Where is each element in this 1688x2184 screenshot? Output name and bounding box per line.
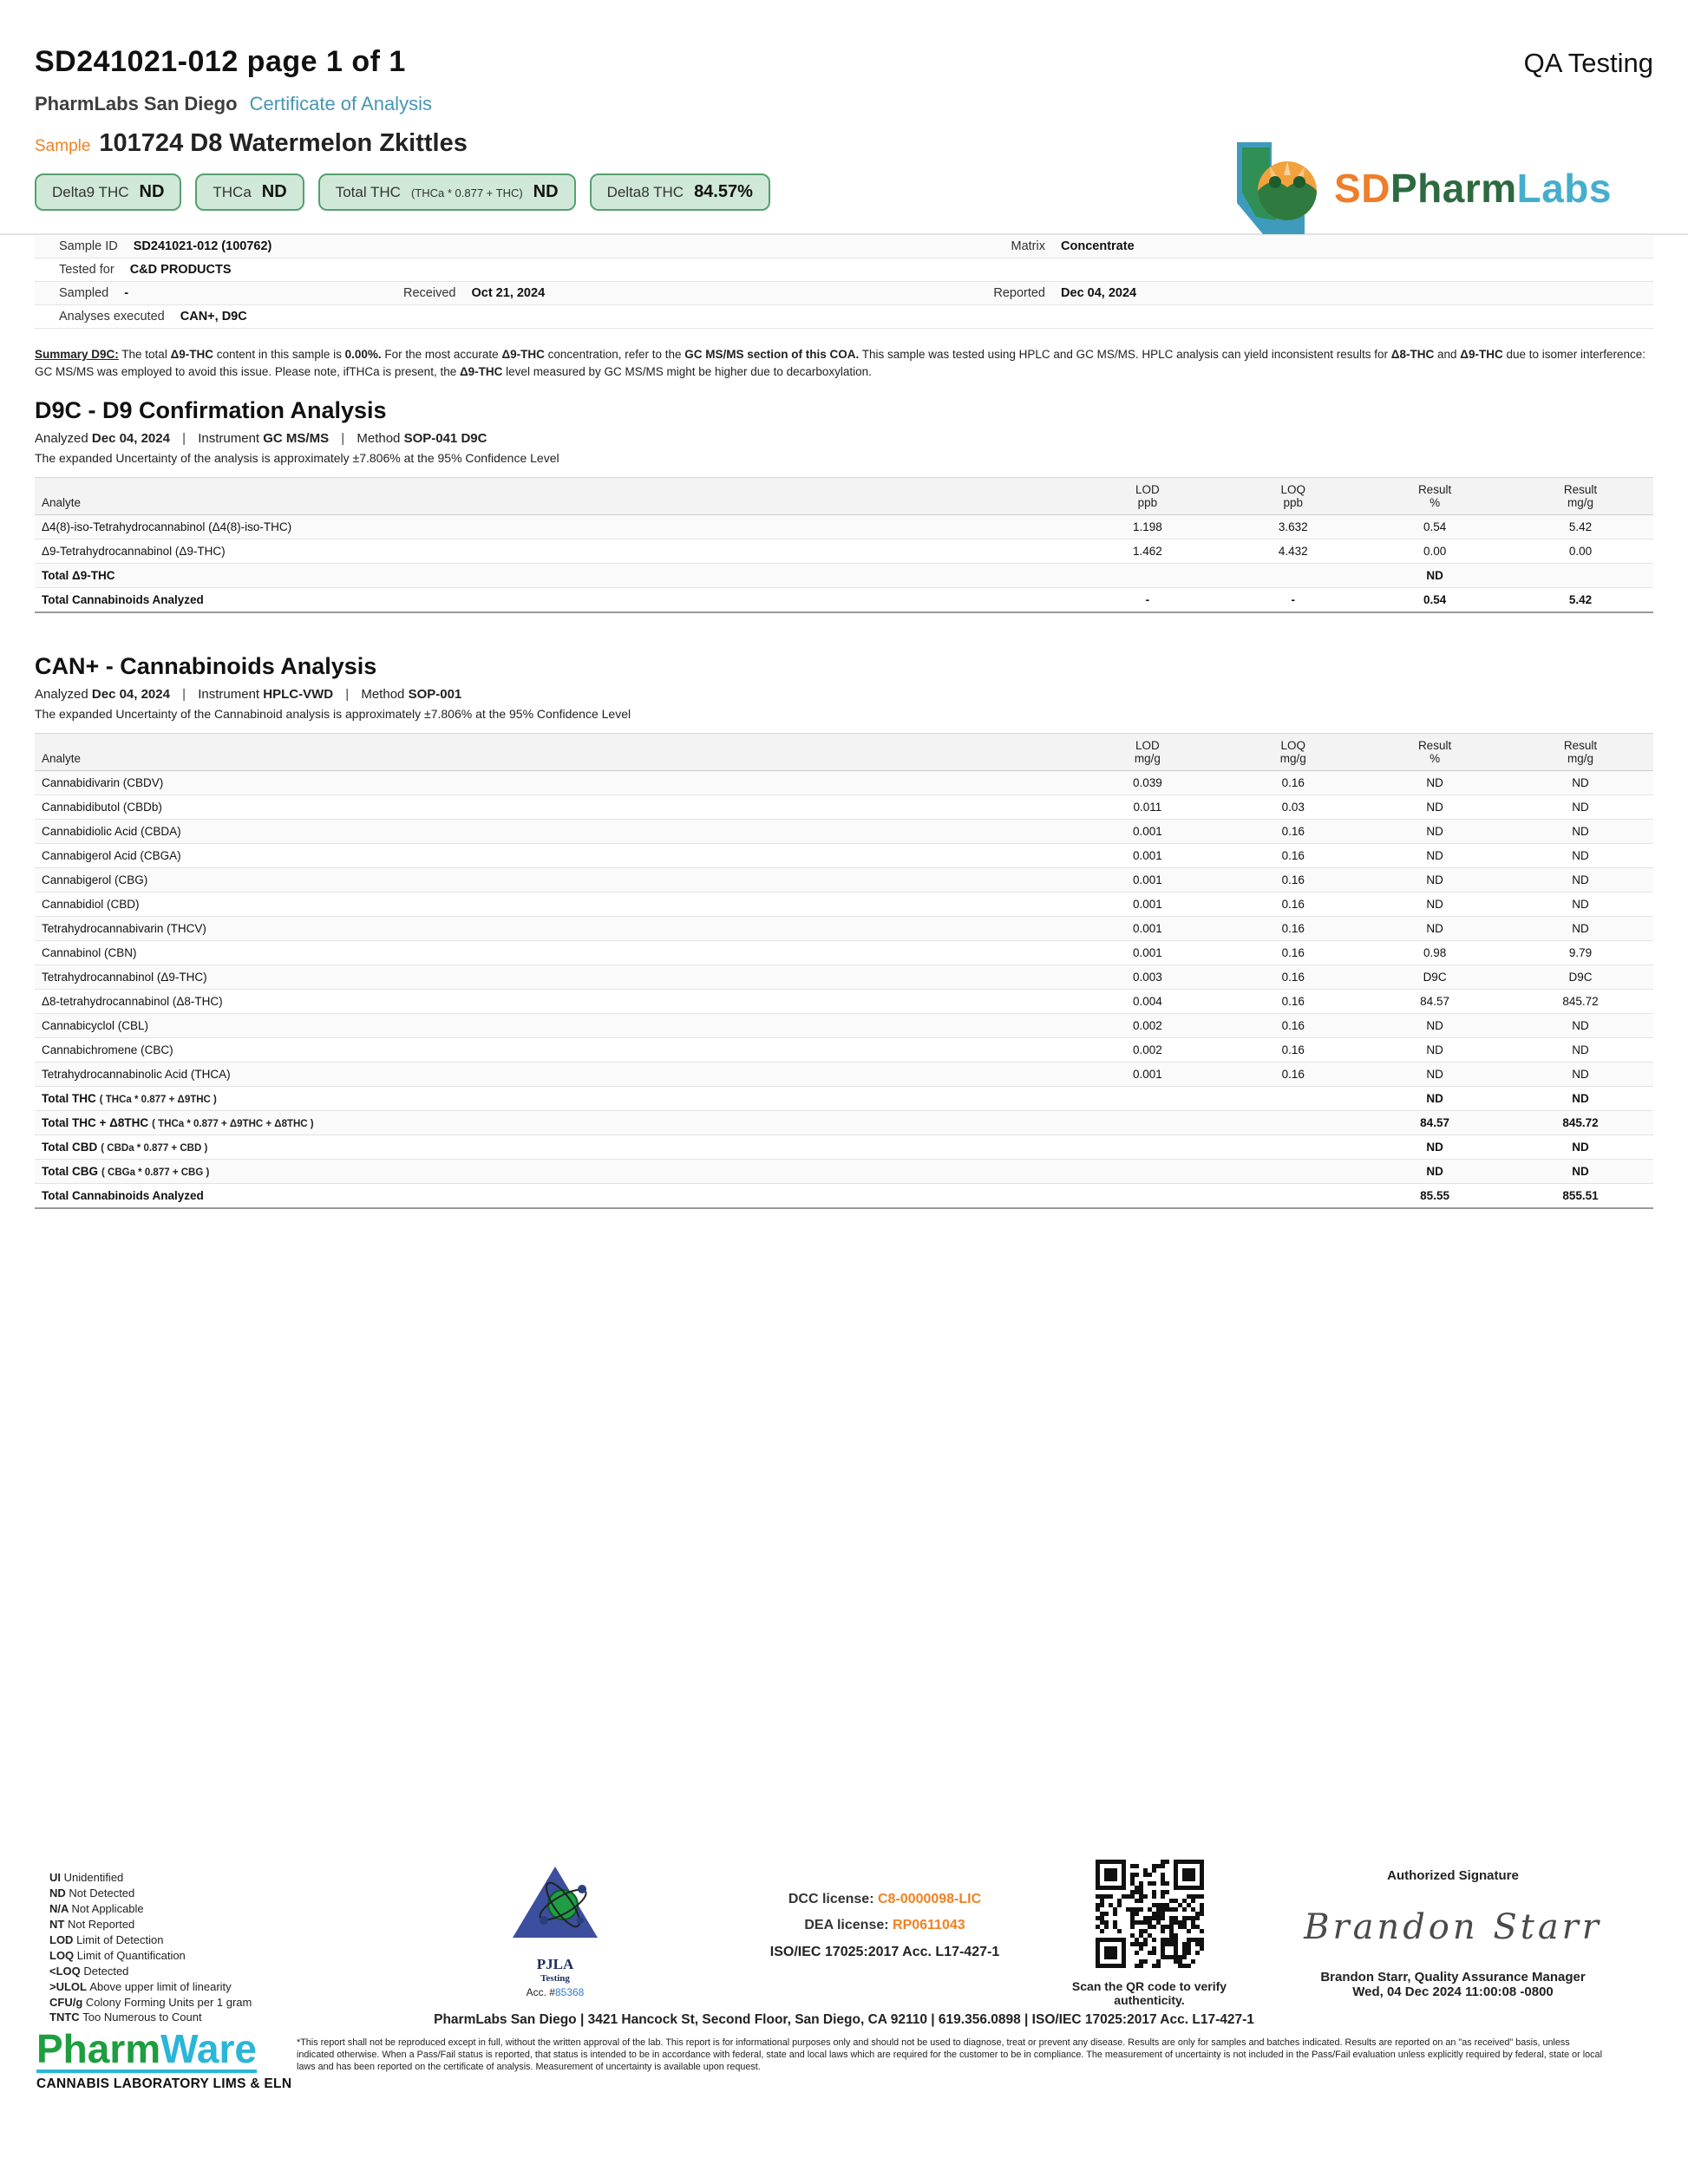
loq-cell xyxy=(1225,1111,1363,1135)
sample-id-value: SD241021-012 (100762) xyxy=(133,239,272,253)
result-percent-cell: D9C xyxy=(1362,965,1508,990)
result-percent-cell: ND xyxy=(1362,1135,1508,1160)
can-uncertainty: The expanded Uncertainty of the Cannabinoid analysis is approximately ±7.806% at the 95% Confidence Level xyxy=(35,707,631,722)
qa-testing-label: QA Testing xyxy=(1523,48,1653,78)
lod-cell xyxy=(1070,564,1224,588)
dcc-license-label: DCC license: xyxy=(788,1892,874,1906)
can-analyzed-label: Analyzed xyxy=(35,687,88,703)
result-percent-cell: 0.54 xyxy=(1362,515,1508,539)
lod-cell xyxy=(1070,1160,1224,1184)
analyte-cell: Total THC ( THCa * 0.877 + Δ9THC ) xyxy=(35,1087,1070,1111)
can-instrument-value: HPLC-VWD xyxy=(263,687,334,703)
dea-license-value: RP0611043 xyxy=(893,1918,965,1933)
lod-cell: 0.003 xyxy=(1070,965,1224,990)
can-section-title: CAN+ - Cannabinoids Analysis xyxy=(35,653,377,680)
result-percent-cell: ND xyxy=(1362,820,1508,844)
document-title: SD241021-012 page 1 of 1 xyxy=(35,45,406,78)
report-disclaimer: *This report shall not be reproduced except in full, without the written approval of the lab. This report is for informational purposes only and should not be used to diagnose, treat or prevent any disease. Results are only for samples and batches indicated. Results are reported on an "as received" basis, unless indicated otherwise. When a Pass/Fail status is reported, that status is intended to be in accordance with federal, state and local laws which are required for the customer to be in compliance. The measurement of uncertainty is not included in the Pass/Fail evaluation unless explicitly required by federal, state or local laws and has been reported on the certificate of analysis. Measurement of uncertainty is available upon request. xyxy=(297,2037,1602,2073)
signature-block xyxy=(1249,1868,1657,1999)
d9c-results-table xyxy=(35,477,1653,613)
column-header-result: Result % xyxy=(1362,734,1508,771)
d9c-method-label: Method xyxy=(357,431,401,447)
legend-item: UI Unidentified xyxy=(49,1871,124,1884)
analyte-cell: Δ9-Tetrahydrocannabinol (Δ9-THC) xyxy=(35,539,1070,564)
result-mgg-cell: 5.42 xyxy=(1508,515,1653,539)
legend-item: >ULOL Above upper limit of linearity xyxy=(49,1979,232,1993)
result-mgg-cell xyxy=(1508,564,1653,588)
can-method-value: SOP-001 xyxy=(408,687,462,703)
result-percent-cell: 0.00 xyxy=(1362,539,1508,564)
column-header-result: Result mg/g xyxy=(1508,478,1653,515)
column-header-lod: LOD mg/g xyxy=(1070,734,1224,771)
result-percent-cell: ND xyxy=(1362,795,1508,820)
lod-cell: 1.462 xyxy=(1070,539,1224,564)
legend-item: LOQ Limit of Quantification xyxy=(49,1948,186,1962)
bottom-block xyxy=(0,2012,1688,2092)
table-row xyxy=(35,1063,1653,1087)
sample-id-label: Sample ID xyxy=(59,239,118,253)
result-percent-cell: 0.98 xyxy=(1362,941,1508,965)
signer-name-title: Brandon Starr, Quality Assurance Manager xyxy=(1320,1970,1586,1985)
summary-segment: Δ9-THC xyxy=(170,348,214,361)
result-mgg-cell: ND xyxy=(1508,771,1653,795)
result-percent-cell: 0.54 xyxy=(1362,588,1508,613)
potency-badge-thca xyxy=(195,173,304,211)
loq-cell: 3.632 xyxy=(1225,515,1363,539)
loq-cell: 0.16 xyxy=(1225,965,1363,990)
pjla-logo-icon xyxy=(507,1863,603,1950)
can-analyzed-value: Dec 04, 2024 xyxy=(91,687,170,703)
authorized-signature-label: Authorized Signature xyxy=(1387,1868,1519,1883)
abbreviation-legend xyxy=(49,1870,252,2025)
received-value: Oct 21, 2024 xyxy=(471,286,546,300)
tested-for-label: Tested for xyxy=(59,263,114,277)
analyte-cell: Tetrahydrocannabivarin (THCV) xyxy=(35,917,1070,941)
d9c-uncertainty: The expanded Uncertainty of the analysis is approximately ±7.806% at the 95% Confidence Level xyxy=(35,451,559,466)
table-row xyxy=(35,965,1653,990)
analyte-cell: Total CBD ( CBDa * 0.877 + CBD ) xyxy=(35,1135,1070,1160)
badge-formula: (THCa * 0.877 + THC) xyxy=(410,186,523,199)
result-percent-cell: ND xyxy=(1362,1087,1508,1111)
lod-cell: 0.001 xyxy=(1070,820,1224,844)
info-row-analyses xyxy=(35,305,1653,329)
badge-value: 84.57% xyxy=(694,182,753,201)
lod-cell: 0.001 xyxy=(1070,893,1224,917)
signature-datetime: Wed, 04 Dec 2024 11:00:08 -0800 xyxy=(1352,1985,1554,1999)
lod-cell: 0.001 xyxy=(1070,1063,1224,1087)
summary-segment: The total xyxy=(118,348,171,361)
result-mgg-cell: 5.42 xyxy=(1508,588,1653,613)
lod-cell: - xyxy=(1070,588,1224,613)
table-row xyxy=(35,868,1653,893)
table-row xyxy=(35,795,1653,820)
loq-cell: 4.432 xyxy=(1225,539,1363,564)
potency-badge-delta8-thc xyxy=(590,173,770,211)
lod-cell: 0.001 xyxy=(1070,868,1224,893)
table-row xyxy=(35,1160,1653,1184)
pjla-title: PJLA xyxy=(536,1956,574,1972)
result-mgg-cell: ND xyxy=(1508,1135,1653,1160)
can-meta: Analyzed Dec 04, 2024 | Instrument HPLC-VWD | Method SOP-001 xyxy=(35,687,462,703)
license-block xyxy=(720,1886,1050,1965)
loq-cell xyxy=(1225,1184,1363,1209)
potency-badge-delta9-thc xyxy=(35,173,181,211)
can-method-label: Method xyxy=(361,687,405,703)
loq-cell: 0.16 xyxy=(1225,771,1363,795)
sampled-label: Sampled xyxy=(59,286,109,300)
summary-segment: 0.00%. xyxy=(344,348,382,361)
table-row xyxy=(35,1014,1653,1038)
analyte-cell: Δ8-tetrahydrocannabinol (Δ8-THC) xyxy=(35,990,1070,1014)
reported-value: Dec 04, 2024 xyxy=(1061,286,1137,300)
column-header-result: Result % xyxy=(1362,478,1508,515)
d9c-analyzed-value: Dec 04, 2024 xyxy=(91,431,170,447)
lod-cell xyxy=(1070,1135,1224,1160)
table-row xyxy=(35,820,1653,844)
result-percent-cell: 84.57 xyxy=(1362,990,1508,1014)
analyte-cell: Cannabichromene (CBC) xyxy=(35,1038,1070,1063)
legend-item: LOD Limit of Detection xyxy=(49,1932,164,1946)
signature-script: Brandon Starr xyxy=(1304,1907,1602,1947)
result-mgg-cell: 855.51 xyxy=(1508,1184,1653,1209)
pjla-acc-value: 85368 xyxy=(554,1986,585,1998)
lod-cell: 0.001 xyxy=(1070,941,1224,965)
logo-text-pharm: Pharm xyxy=(1390,166,1517,211)
result-percent-cell: ND xyxy=(1362,1038,1508,1063)
summary-segment: Δ9-THC xyxy=(1460,348,1503,361)
pjla-subtitle: Testing xyxy=(540,1973,570,1984)
result-mgg-cell: ND xyxy=(1508,1087,1653,1111)
result-percent-cell: ND xyxy=(1362,564,1508,588)
column-header-loq: LOQ mg/g xyxy=(1225,734,1363,771)
dcc-license-value: C8-0000098-LIC xyxy=(877,1892,982,1906)
result-mgg-cell: D9C xyxy=(1508,965,1653,990)
analyte-cell: Total Cannabinoids Analyzed xyxy=(35,588,1070,613)
result-percent-cell: ND xyxy=(1362,771,1508,795)
badge-label: Delta8 THC xyxy=(606,184,684,200)
loq-cell: 0.16 xyxy=(1225,1063,1363,1087)
analyte-cell: Total CBG ( CBGa * 0.877 + CBG ) xyxy=(35,1160,1070,1184)
summary-d9c xyxy=(0,346,1683,380)
legend-item: CFU/g Colony Forming Units per 1 gram xyxy=(49,1995,252,2009)
sample-info xyxy=(0,233,1688,329)
loq-cell xyxy=(1225,1160,1363,1184)
table-row xyxy=(35,539,1653,564)
analyses-label: Analyses executed xyxy=(59,310,165,324)
footer xyxy=(0,1839,1688,2184)
loq-cell: 0.16 xyxy=(1225,844,1363,868)
lod-cell: 1.198 xyxy=(1070,515,1224,539)
d9c-instrument-label: Instrument xyxy=(198,431,260,447)
info-row-sample-id xyxy=(35,235,1653,258)
result-mgg-cell: ND xyxy=(1508,844,1653,868)
can-instrument-label: Instrument xyxy=(198,687,260,703)
legend-item: N/A Not Applicable xyxy=(49,1901,144,1915)
d9c-analyzed-label: Analyzed xyxy=(35,431,88,447)
result-mgg-cell: ND xyxy=(1508,917,1653,941)
lab-name: PharmLabs San Diego xyxy=(35,93,238,114)
result-mgg-cell: ND xyxy=(1508,1038,1653,1063)
d9c-meta: Analyzed Dec 04, 2024 | Instrument GC MS/MS | Method SOP-041 D9C xyxy=(35,431,487,447)
qr-block xyxy=(1054,1860,1245,2007)
received-label: Received xyxy=(403,286,456,300)
loq-cell: 0.16 xyxy=(1225,868,1363,893)
badge-label: Delta9 THC xyxy=(52,184,129,200)
analyte-cell: Total Cannabinoids Analyzed xyxy=(35,1184,1070,1209)
loq-cell xyxy=(1225,1087,1363,1111)
summary-segment: concentration, refer to the xyxy=(544,348,685,361)
result-mgg-cell: 845.72 xyxy=(1508,1111,1653,1135)
table-row xyxy=(35,564,1653,588)
analyte-cell: Cannabidivarin (CBDV) xyxy=(35,771,1070,795)
badge-label: Total THC xyxy=(335,184,401,200)
info-row-dates xyxy=(35,282,1653,305)
matrix-value: Concentrate xyxy=(1061,239,1135,253)
analyte-cell: Cannabidiol (CBD) xyxy=(35,893,1070,917)
loq-cell: 0.16 xyxy=(1225,893,1363,917)
analyses-value: CAN+, D9C xyxy=(180,310,247,324)
result-percent-cell: ND xyxy=(1362,1160,1508,1184)
loq-cell: 0.16 xyxy=(1225,941,1363,965)
result-percent-cell: ND xyxy=(1362,868,1508,893)
qr-code xyxy=(1096,1860,1204,1972)
dea-license-label: DEA license: xyxy=(804,1918,889,1933)
certificate-of-analysis-label: Certificate of Analysis xyxy=(249,93,432,114)
lod-cell: 0.001 xyxy=(1070,917,1224,941)
sdpharmlabs-logo xyxy=(1230,137,1612,239)
pharmware-text-ware: Ware xyxy=(160,2026,257,2071)
legend-item: TNTC Too Numerous to Count xyxy=(49,2011,202,2024)
column-header-loq: LOQ ppb xyxy=(1225,478,1363,515)
sampled-value: - xyxy=(124,286,129,300)
pjla-acc-label: Acc. # xyxy=(526,1986,555,1998)
table-row xyxy=(35,771,1653,795)
lod-cell: 0.002 xyxy=(1070,1038,1224,1063)
badge-label: THCa xyxy=(213,184,252,200)
result-percent-cell: ND xyxy=(1362,917,1508,941)
summary-segment: GC MS/MS section of this COA. xyxy=(684,348,860,361)
table-row xyxy=(35,844,1653,868)
column-header-analyte: Analyte xyxy=(35,734,1070,771)
d9c-method-value: SOP-041 D9C xyxy=(403,431,487,447)
result-mgg-cell: ND xyxy=(1508,1014,1653,1038)
table-row xyxy=(35,1038,1653,1063)
summary-segment: For the most accurate xyxy=(381,348,502,361)
lod-cell xyxy=(1070,1184,1224,1209)
lod-cell: 0.004 xyxy=(1070,990,1224,1014)
summary-segment: This sample was tested using HPLC and GC MS/MS. HPLC analysis can yield inconsistent results for xyxy=(859,348,1391,361)
loq-cell: - xyxy=(1225,588,1363,613)
result-mgg-cell: ND xyxy=(1508,820,1653,844)
qr-caption: Scan the QR code to verify authenticity. xyxy=(1071,1979,1227,2007)
analyte-cell: Total THC + Δ8THC ( THCa * 0.877 + Δ9THC + Δ8THC ) xyxy=(35,1111,1070,1135)
result-percent-cell: ND xyxy=(1362,893,1508,917)
analyte-cell: Cannabigerol (CBG) xyxy=(35,868,1070,893)
analyte-cell: Cannabinol (CBN) xyxy=(35,941,1070,965)
legend-item: ND Not Detected xyxy=(49,1886,135,1900)
analyte-cell: Δ4(8)-iso-Tetrahydrocannabinol (Δ4(8)-iso-THC) xyxy=(35,515,1070,539)
summary-segment: level measured by GC MS/MS might be higher due to decarboxylation. xyxy=(502,364,872,378)
logo-text-labs: Labs xyxy=(1516,166,1612,211)
lod-cell: 0.002 xyxy=(1070,1014,1224,1038)
legend-item: <LOQ Detected xyxy=(49,1964,129,1978)
pjla-accreditation-number xyxy=(499,1986,612,1998)
column-header-analyte: Analyte xyxy=(35,478,1070,515)
summary-segment: and xyxy=(1434,348,1461,361)
pharmware-logo xyxy=(36,2028,314,2092)
analyte-cell: Cannabidibutol (CBDb) xyxy=(35,795,1070,820)
result-mgg-cell: ND xyxy=(1508,868,1653,893)
reported-label: Reported xyxy=(993,286,1045,300)
badge-value: ND xyxy=(261,182,287,201)
table-row xyxy=(35,990,1653,1014)
result-mgg-cell: ND xyxy=(1508,1063,1653,1087)
loq-cell: 0.16 xyxy=(1225,1038,1363,1063)
table-row xyxy=(35,1087,1653,1111)
table-row xyxy=(35,515,1653,539)
loq-cell: 0.16 xyxy=(1225,917,1363,941)
loq-cell xyxy=(1225,1135,1363,1160)
california-emblem-icon xyxy=(1230,137,1334,239)
lod-cell: 0.039 xyxy=(1070,771,1224,795)
iso-accreditation: ISO/IEC 17025:2017 Acc. L17-427-1 xyxy=(769,1944,1000,1959)
pharmware-caption: CANNABIS LABORATORY LIMS & ELN xyxy=(36,2076,292,2092)
analyte-cell: Cannabicyclol (CBL) xyxy=(35,1014,1070,1038)
loq-cell: 0.16 xyxy=(1225,820,1363,844)
table-row xyxy=(35,588,1653,613)
column-header-result: Result mg/g xyxy=(1508,734,1653,771)
summary-segment: Δ9-THC xyxy=(459,364,503,378)
badge-value: ND xyxy=(139,182,165,201)
table-row xyxy=(35,1111,1653,1135)
result-mgg-cell: ND xyxy=(1508,795,1653,820)
table-row xyxy=(35,941,1653,965)
lod-cell: 0.011 xyxy=(1070,795,1224,820)
result-percent-cell: 84.57 xyxy=(1362,1111,1508,1135)
summary-segment: content in this sample is xyxy=(213,348,345,361)
analyte-cell: Cannabidiolic Acid (CBDA) xyxy=(35,820,1070,844)
summary-segment: due to isomer interference: GC MS/MS was employed to avoid this issue. Please note, ifTHCa is present, the xyxy=(35,348,1646,378)
table-row xyxy=(35,1135,1653,1160)
d9c-results xyxy=(35,477,1653,613)
loq-cell: 0.16 xyxy=(1225,990,1363,1014)
result-mgg-cell: 9.79 xyxy=(1508,941,1653,965)
matrix-label: Matrix xyxy=(1011,239,1045,253)
d9c-section-title: D9C - D9 Confirmation Analysis xyxy=(35,397,387,424)
loq-cell: 0.16 xyxy=(1225,1014,1363,1038)
can-results xyxy=(35,733,1653,1209)
analyte-cell: Total Δ9-THC xyxy=(35,564,1070,588)
summary-segment: Δ8-THC xyxy=(1390,348,1435,361)
legend-item: NT Not Reported xyxy=(49,1917,135,1931)
logo-text-sd: SD xyxy=(1334,166,1390,211)
d9c-instrument-value: GC MS/MS xyxy=(263,431,330,447)
info-row-tested-for xyxy=(35,258,1653,282)
analyte-cell: Tetrahydrocannabinol (Δ9-THC) xyxy=(35,965,1070,990)
lod-cell xyxy=(1070,1087,1224,1111)
sample-label: Sample xyxy=(35,137,91,155)
pjla-accreditation xyxy=(499,1863,612,1998)
result-percent-cell: ND xyxy=(1362,1063,1508,1087)
can-results-table xyxy=(35,733,1653,1209)
potency-badge-total-thc xyxy=(318,173,576,211)
result-mgg-cell: 845.72 xyxy=(1508,990,1653,1014)
column-header-lod: LOD ppb xyxy=(1070,478,1224,515)
lab-address: PharmLabs San Diego | 3421 Hancock St, Second Floor, San Diego, CA 92110 | 619.356.0898 | ISO/IEC 17025:2017 Acc. L17-427-1 xyxy=(434,2012,1254,2027)
tested-for-value: C&D PRODUCTS xyxy=(129,263,232,277)
badge-value: ND xyxy=(533,182,559,201)
table-row xyxy=(35,1184,1653,1209)
loq-cell: 0.03 xyxy=(1225,795,1363,820)
lod-cell xyxy=(1070,1111,1224,1135)
summary-segment: Summary D9C: xyxy=(35,348,119,361)
table-row xyxy=(35,917,1653,941)
result-percent-cell: 85.55 xyxy=(1362,1184,1508,1209)
table-row xyxy=(35,893,1653,917)
loq-cell xyxy=(1225,564,1363,588)
result-mgg-cell: 0.00 xyxy=(1508,539,1653,564)
result-mgg-cell: ND xyxy=(1508,1160,1653,1184)
pharmware-text-pharm: Pharm xyxy=(36,2026,161,2071)
lod-cell: 0.001 xyxy=(1070,844,1224,868)
result-mgg-cell: ND xyxy=(1508,893,1653,917)
result-percent-cell: ND xyxy=(1362,1014,1508,1038)
sample-name: 101724 D8 Watermelon Zkittles xyxy=(99,129,468,157)
analyte-cell: Tetrahydrocannabinolic Acid (THCA) xyxy=(35,1063,1070,1087)
summary-segment: Δ9-THC xyxy=(501,348,545,361)
analyte-cell: Cannabigerol Acid (CBGA) xyxy=(35,844,1070,868)
result-percent-cell: ND xyxy=(1362,844,1508,868)
